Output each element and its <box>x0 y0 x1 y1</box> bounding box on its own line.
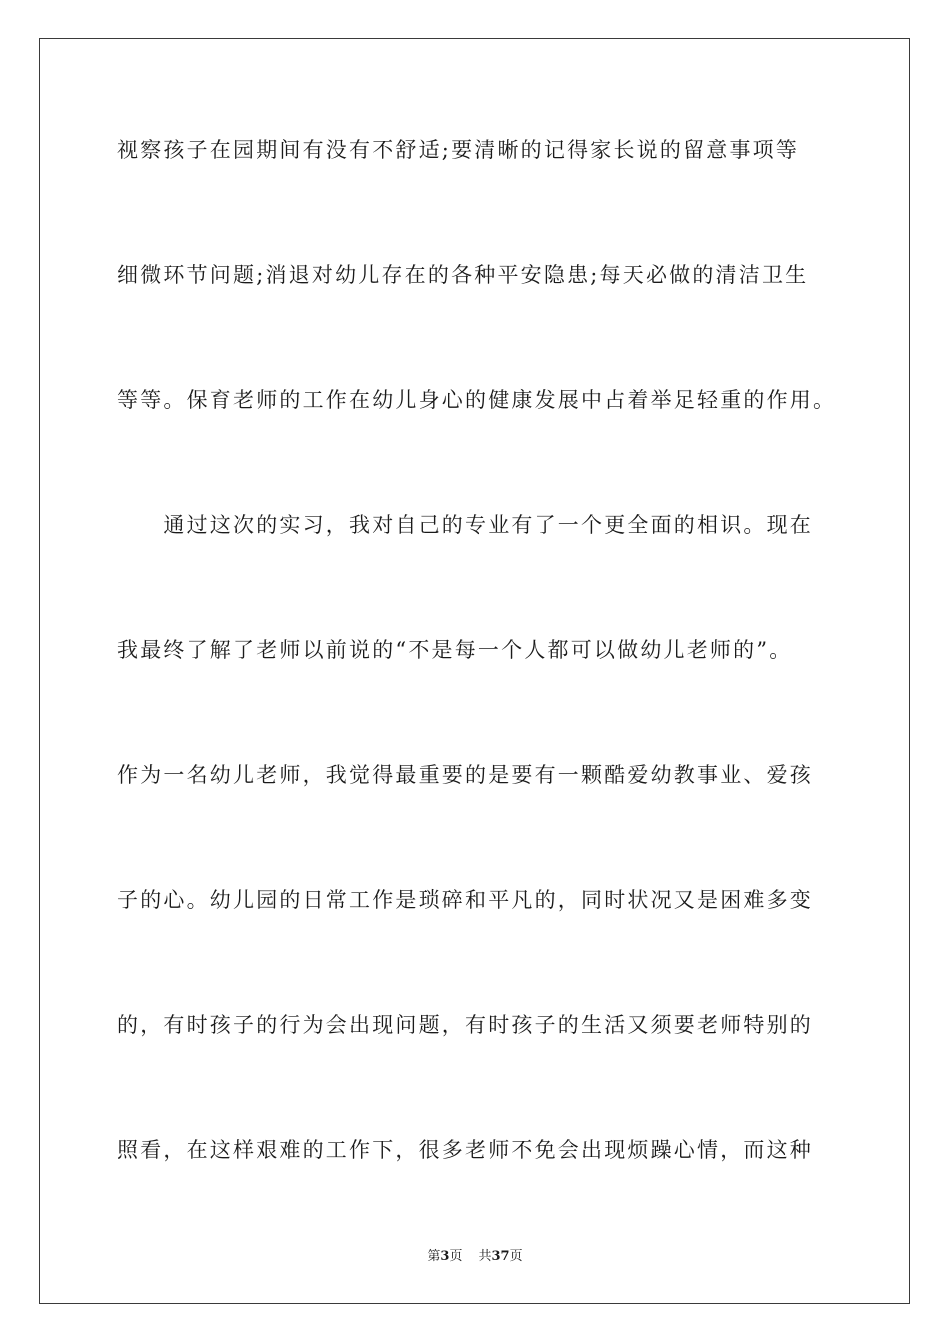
total-suffix: 页 <box>509 1249 523 1264</box>
page-number: 3 <box>440 1249 450 1264</box>
page-border <box>39 38 910 1304</box>
body-text-line: 我最终了解了老师以前说的“不是每一个人都可以做幼儿老师的”。 <box>117 638 793 662</box>
body-text-line: 视察孩子在园期间有没有不舒适;要清晰的记得家长说的留意事项等 <box>117 138 800 162</box>
body-text-line: 等等。保育老师的工作在幼儿身心的健康发展中占着举足轻重的作用。 <box>117 388 837 412</box>
page-suffix: 页 <box>449 1249 463 1264</box>
page-footer <box>0 1248 950 1266</box>
total-pages: 37 <box>491 1249 510 1264</box>
body-text-line: 照看，在这样艰难的工作下，很多老师不免会出现烦躁心情，而这种 <box>117 1138 813 1162</box>
body-text-line: 细微环节问题;消退对幼儿存在的各种平安隐患;每天必做的清洁卫生 <box>117 263 809 287</box>
page-prefix: 第 <box>427 1249 441 1264</box>
body-text-line: 作为一名幼儿老师，我觉得最重要的是要有一颗酷爱幼教事业、爱孩 <box>117 763 813 787</box>
body-text-line: 的，有时孩子的行为会出现问题，有时孩子的生活又须要老师特别的 <box>117 1013 813 1037</box>
body-text-line: 子的心。幼儿园的日常工作是琐碎和平凡的，同时状况又是困难多变 <box>117 888 813 912</box>
body-text-line: 通过这次的实习，我对自己的专业有了一个更全面的相识。现在 <box>117 513 813 537</box>
total-prefix: 共 <box>478 1249 492 1264</box>
